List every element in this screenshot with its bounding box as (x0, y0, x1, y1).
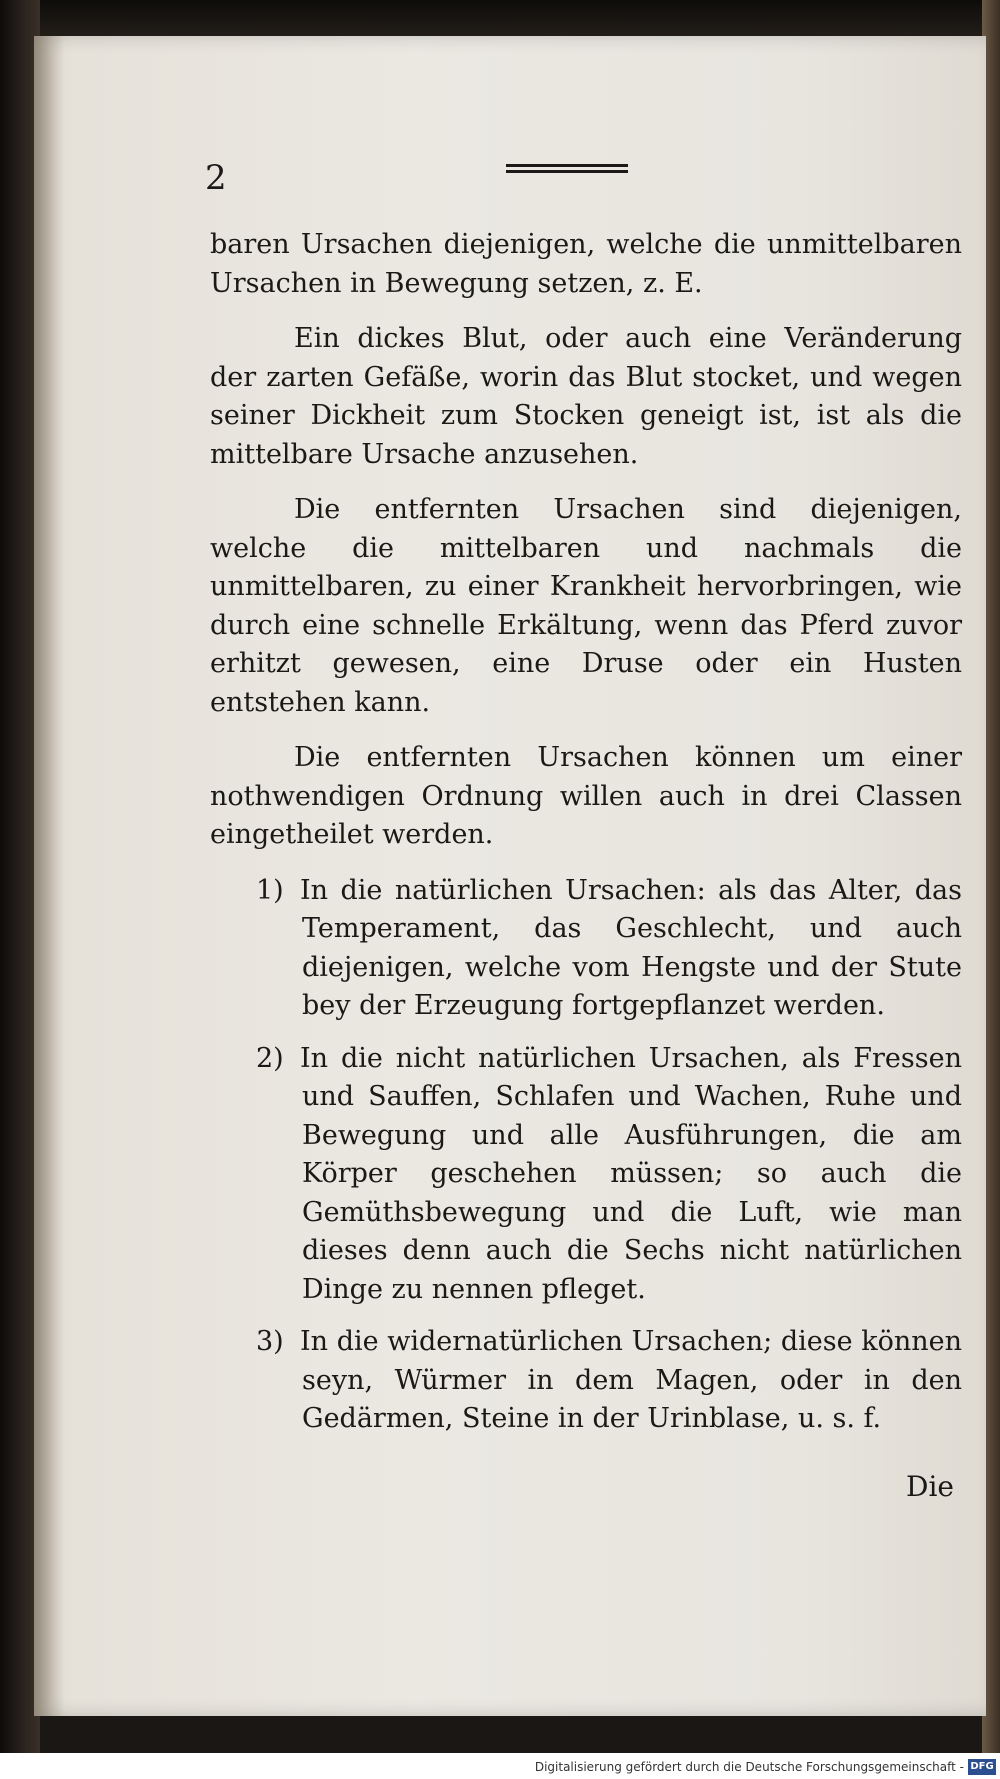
paragraph: baren Ursachen diejenigen, welche die unmittelbaren Ursachen in Bewegung setzen, z. E. (210, 229, 962, 299)
dfg-logo: DFG (968, 1759, 996, 1775)
header-rule-line (506, 164, 628, 167)
body-text (210, 226, 962, 1453)
list-item-text: In die nicht natürlichen Ursachen, als Fressen und Sauffen, Schlafen und Wachen, Ruhe und Bewegung und alle Ausführungen, die am Körper geschehen müssen; so auch die Gemüthsbewegung und die Luft, wie man dieses denn auch die Sechs nicht natürlichen Dinge zu nennen pfleget. (300, 1042, 962, 1305)
list-item (210, 1323, 962, 1439)
digitization-credit: Digitalisierung gefördert durch die Deutsche Forschungsgemeinschaft - (534, 1760, 964, 1774)
list-item-number: 3) (256, 1326, 284, 1357)
list-item-text: In die widernatürlichen Ursachen; diese können seyn, Würmer in dem Magen, oder in den Gedärmen, Steine in der Urinblase, u. s. f. (300, 1326, 962, 1434)
header-rule-line (506, 170, 628, 173)
catchword: Die (906, 1470, 954, 1503)
paragraph: Die entfernten Ursachen sind diejenigen, welche die mittelbaren und nachmals die unmittelbaren, zu einer Krankheit hervorbringen, wie durch eine schnelle Erkältung, wenn das Pferd zuvor erhitzt gewesen, eine Druse oder ein Husten entstehen kann. (210, 494, 962, 718)
book-top-edge (0, 0, 1000, 38)
gutter-shadow (34, 36, 64, 1716)
list-item-text: In die natürlichen Ursachen: als das Alter, das Temperament, das Geschlecht, und auch diejenigen, welche vom Hengste und der Stute bey der Erzeugung fortgepflanzet werden. (300, 874, 962, 1021)
paragraph: Ein dickes Blut, oder auch eine Veränderung der zarten Gefäße, worin das Blut stocket, und wegen seiner Dickheit zum Stocken geneigt ist, ist als die mittelbare Ursache anzusehen. (210, 323, 962, 470)
list-item-number: 2) (256, 1042, 284, 1074)
footer-strip (0, 1753, 1000, 1779)
list-item (210, 1040, 962, 1310)
paragraph: Die entfernten Ursachen können um einer nothwendigen Ordnung willen auch in drei Classen eingetheilet werden. (210, 742, 962, 850)
list-item (210, 872, 962, 1026)
header-rule (506, 164, 628, 174)
list-item-number: 1) (256, 874, 284, 906)
page-number: 2 (205, 158, 227, 198)
